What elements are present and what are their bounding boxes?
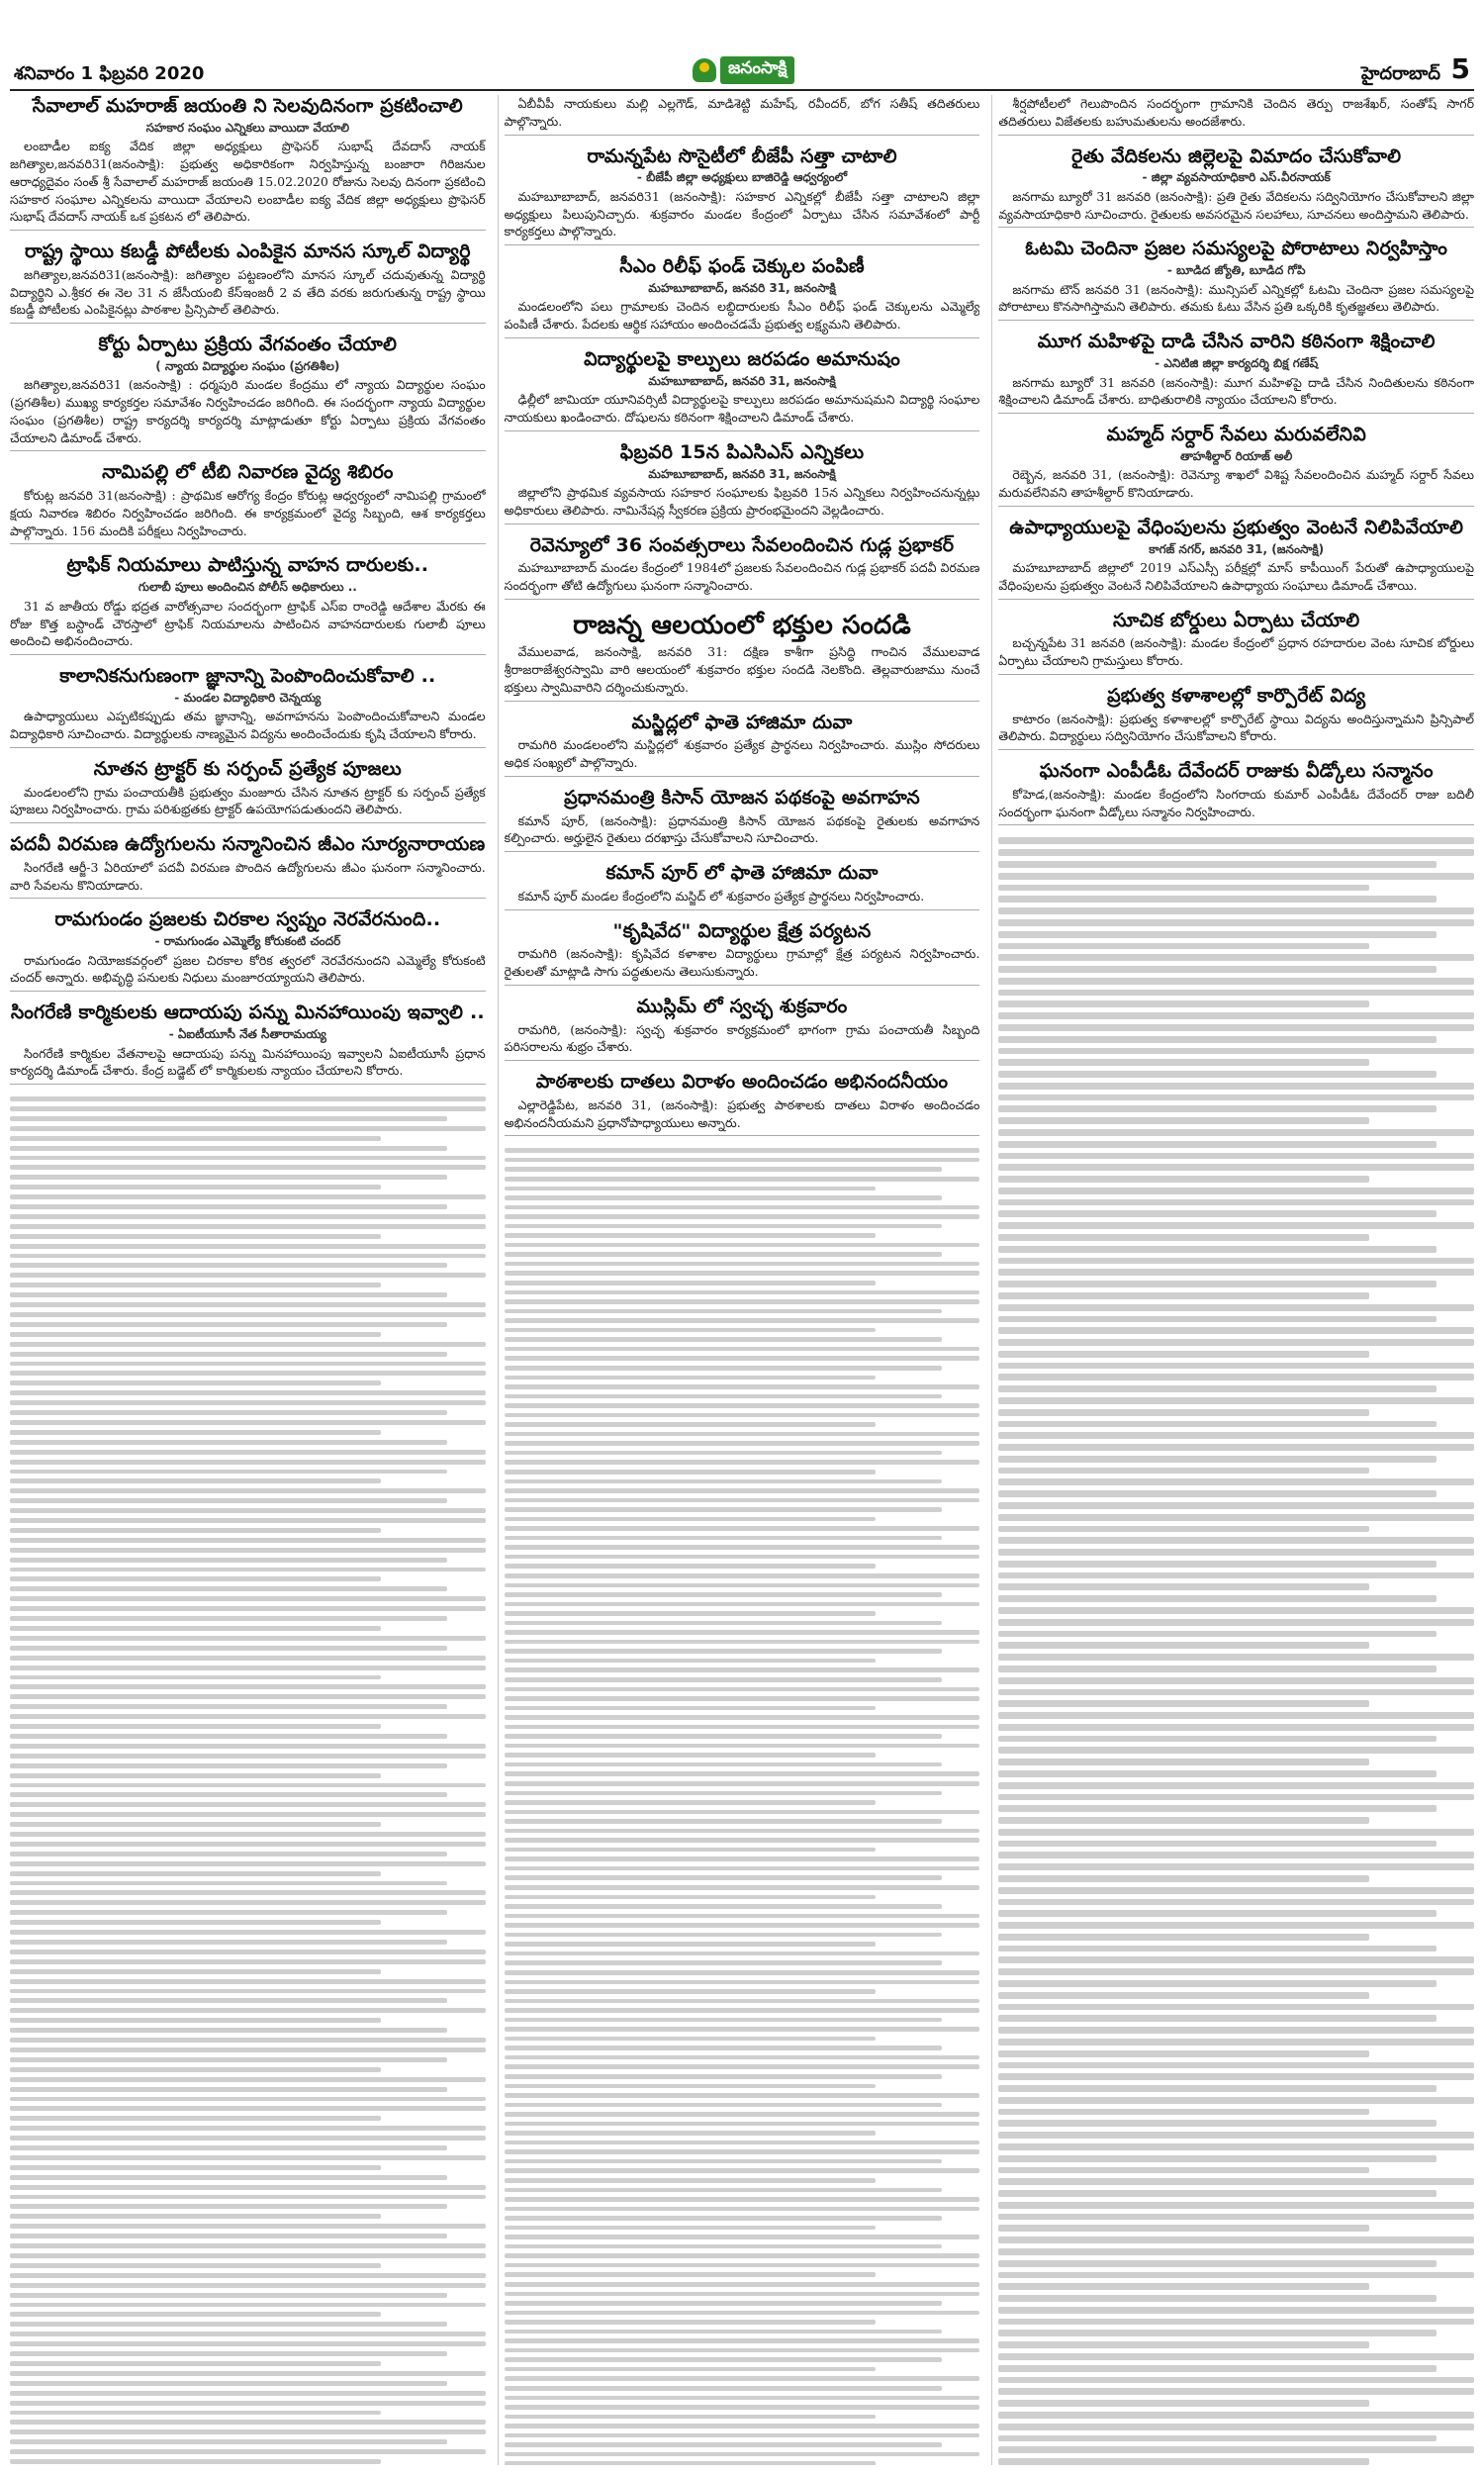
article-byline: - రామగుండం ఎమ్మెల్యే కోరుకంటి చందర్	[154, 934, 341, 949]
article-divider	[10, 747, 486, 748]
article-byline: - బీజేపీ జిల్లా అధ్యక్షులు బాజిరెడ్డి ఆధ్వర్యంలో	[636, 170, 848, 185]
column-text-continuation	[505, 1146, 980, 2465]
article-body: రామగుండం నియోజకవర్గంలో ప్రజల చిరకాల కోరిక త్వరలో నెరవేరనుందని ఎమ్మెల్యే కోరుకంటి చందర్ అన్నారు. అభివృద్ధి పనులకు నిధులు మంజూరయ్యాయని తెలిపారు.	[10, 952, 486, 986]
article-headline: సూచిక బోర్డులు ఏర్పాటు చేయాలి	[1113, 609, 1360, 631]
article-divider	[998, 749, 1474, 750]
news-article	[10, 1001, 486, 1087]
article-headline: రైతు వేదికలను జిల్లెలపై విమాదం చేసుకోవాలి	[1071, 144, 1402, 167]
news-article	[998, 760, 1474, 827]
article-body: బచ్చన్నపేట 31 జనవరి (జనంసాక్షి): మండల కేంద్రంలో ప్రధాన రహదారుల వెంట సూచిక బోర్డులు ఏర్పాటు చేయాలని గ్రామస్తులు కోరారు.	[998, 635, 1475, 669]
article-body: రామగిరి, (జనంసాక్షి): స్వచ్ఛ శుక్రవారం కార్యక్రమంలో భాగంగా గ్రామ పంచాయతీ సిబ్బంది పరిసరాలను శుభ్రం చేశారు.	[504, 1021, 980, 1055]
article-headline: పాఠశాలకు దాతలు విరాళం అందించడం అభినందనీయం	[535, 1071, 949, 1094]
news-article	[505, 145, 980, 248]
news-article	[10, 758, 486, 825]
news-article	[505, 787, 980, 854]
article-body: ఏబీవీపీ నాయకులు మల్లి ఎల్లగౌడ్, మాడిశెట్టి మహేష్, రవీందర్, బోగ సతీష్ తదితరులు పాల్గొన్నారు.	[504, 96, 980, 129]
article-headline: రామన్నపేట సొసైటీలో బీజేపీ సత్తా చాటాలి	[587, 144, 897, 167]
article-headline: సింగరేణి కార్మికులకు ఆదాయపు పన్ను మినహాయింపు ఇవ్వాలి ..	[10, 1001, 485, 1024]
article-body: జిల్లాలోని ప్రాథమిక వ్యవసాయ సహకార సంఘాలకు ఫిబ్రవరి 15న ఎన్నికలు నిర్వహించనున్నట్లు అధికారులు తెలిపారు. నామినేషన్ల స్వీకరణ ప్రక్రియ ప్రారంభమైందని వెల్లడించారు.	[504, 485, 980, 518]
article-headline: నామిపల్లి లో టీబి నివారణ వైద్య శిబిరం	[102, 461, 394, 484]
article-divider	[505, 701, 980, 702]
column-text-continuation	[10, 1095, 486, 2465]
page-number: 5	[1450, 52, 1470, 85]
article-body: మండలంలోని పలు గ్రామాలకు చెందిన లబ్ధిదారులకు సీఎం రిలీఫ్ ఫండ్ చెక్కులను ఎమ్మెల్యే పంపిణీ చేశారు. పేదలకు ఆర్థిక సహాయం అందించడమే ప్రభుత్వ లక్ష్యమని తెలిపారు.	[504, 299, 980, 333]
article-body: మహబూబాబాద్ జిల్లాలో 2019 ఎస్ఎస్సీ పరీక్షల్లో మాస్ కాపీయింగ్ పేరుతో ఉపాధ్యాయులపై వేధింపులను ప్రభుత్వం వెంటనే నిలిపివేయాలని ఉపాధ్యాయ సంఘాలు డిమాండ్ చేశాయి.	[998, 560, 1475, 593]
article-body: జగిత్యాల,జనవరి31 (జనంసాక్షి) : ధర్మపురి మండల కేంద్రము లో న్యాయ విద్యార్థుల సంఘం (ప్రగతిశీల) ముఖ్య కార్యకర్తల సమావేశం నిర్వహించడం జరిగింది. ఈ సందర్భంగా న్యాయ విద్యార్థుల సంఘం (ప్రగతిశీల) రాష్ట్ర కార్యదర్శి కార్యదర్శి మాట్లాడుతూ కోర్టు ఏర్పాటు ప్రక్రియ వేగవంతం చేయాలని డిమాండ్ చేశారు.	[10, 377, 486, 445]
article-divider	[10, 991, 486, 992]
news-article	[505, 862, 980, 912]
article-byline: సహకార సంఘం ఎన్నికలు వాయిదా వేయాలి	[145, 120, 350, 135]
article-byline: - బూడిద జ్యోతి, బూడిద గోపి	[1166, 263, 1306, 278]
news-article	[998, 685, 1474, 752]
news-article	[505, 610, 980, 704]
article-divider	[10, 654, 486, 655]
article-divider	[505, 985, 980, 986]
news-article	[505, 920, 980, 988]
article-body: 31 వ జాతీయ రోడ్డు భద్రత వారోత్సవాల సందర్భంగా ట్రాఫిక్ ఎస్ఐ రాంరెడ్డి ఆదేశాల మేరకు ఈ రోజు కొత్త బస్టాండ్ చౌరస్తాలో ట్రాఫిక్ నియమాలను పాటించిన వాహనదారులకు గులాబీ పూలు అందించి అభినందించారు.	[10, 598, 486, 649]
news-article	[998, 424, 1474, 509]
article-body: కోహెడ,(జనంసాక్షి): మండల కేంద్రంలోని సింగరాయ కుమార్ ఎంపీడీఓ దేవేందర్ రాజు బదిలీ సందర్భంగా ఘనంగా వీడ్కోలు సన్మానం నిర్వహించారు.	[998, 786, 1475, 819]
article-divider	[10, 1084, 486, 1085]
article-body: మహబూబాబాద్, జనవరి31 (జనంసాక్షి): సహకార ఎన్నికల్లో బీజేపీ సత్తా చాటాలని జిల్లా అధ్యక్షులు పిలుపునిచ్చారు. శుక్రవారం మండల కేంద్రంలో ఏర్పాటు చేసిన సమావేశంలో పార్టీ కార్యకర్తలు పాల్గొన్నారు.	[504, 188, 980, 239]
article-body: జనగామ టౌన్ జనవరి 31 (జనంసాక్షి): మున్సిపల్ ఎన్నికల్లో ఓటమి చెందినా ప్రజల సమస్యలపై పోరాటాలు కొనసాగిస్తామని తెలిపారు. తమకు ఓటు వేసిన ప్రతి ఒక్కరికి కృతజ్ఞతలు తెలిపారు.	[998, 281, 1475, 315]
article-headline: మహ్మద్ సర్దార్ సేవలు మరువలేనివి	[1106, 424, 1366, 446]
news-article	[505, 348, 980, 433]
article-divider	[998, 824, 1474, 825]
article-byline: - మండల విద్యాధికారి చెన్నయ్య	[174, 690, 322, 705]
article-headline: రాష్ట్ర స్థాయి కబడ్డీ పోటీలకు ఎంపికైన మానస స్కూల్ విద్యార్థి	[24, 240, 471, 263]
article-body: మండలంలోని గ్రామ పంచాయతీకి ప్రభుత్వం మంజూరు చేసిన నూతన ట్రాక్టర్ కు సర్పంచ్ ప్రత్యేక పూజలు నిర్వహించారు. గ్రామ పరిశుభ్రతకు ట్రాక్టర్ ఉపయోగపడుతుందని తెలిపారు.	[10, 784, 486, 817]
article-byline: - జిల్లా వ్యవసాయాధికారి ఎస్.వీరనాయక్	[1142, 170, 1331, 185]
article-body: జనగామ బ్యూరో 31 జనవరి (జనంసాక్షి): మూగ మహిళపై దాడి చేసిన నిందితులను కఠినంగా శిక్షించాలని డిమాండ్ చేశారు. బాధితురాలికి న్యాయం చేయాలని కోరారు.	[998, 374, 1475, 408]
article-divider	[998, 674, 1474, 675]
news-article	[998, 95, 1474, 138]
news-article	[10, 461, 486, 546]
article-divider	[998, 506, 1474, 507]
news-article	[10, 95, 486, 233]
article-body: వేములవాడ, జనంసాక్షి, జనవరి 31: దక్షిణ కాశీగా ప్రసిద్ధి గాంచిన వేములవాడ శ్రీరాజరాజేశ్వరస్వామి వారి ఆలయంలో శుక్రవారం భక్తుల సందడి నెలకొంది. తెల్లవారుజాము నుంచే భక్తులు స్వామివారిని దర్శించుకున్నారు.	[504, 644, 980, 695]
article-headline: రెవెన్యూలో 36 సంవత్సరాలు సేవలందించిన గుడ్ల ప్రభాకర్	[529, 533, 955, 556]
article-byline: మహబూబాబాద్, జనవరి 31, జనంసాక్షి	[648, 466, 836, 481]
article-headline: ముస్లిమ్ లో స్వచ్ఛ శుక్రవారం	[636, 995, 848, 1017]
article-divider	[505, 909, 980, 910]
article-divider	[10, 323, 486, 324]
article-headline: ఓటమి చెందినా ప్రజల సమస్యలపై పోరాటాలు నిర్వహిస్తాం	[1025, 238, 1448, 260]
article-divider	[505, 851, 980, 852]
news-article	[10, 665, 486, 750]
article-headline: మూగ మహిళపై దాడి చేసిన వారిని కఠినంగా శిక్షించాలి	[1037, 331, 1436, 353]
article-grid	[10, 95, 1474, 2465]
article-body: ఢిల్లీలో జామియా యూనివర్సిటీ విద్యార్థులపై కాల్పులు జరపడం అమానుషమని విద్యార్థి సంఘాల నాయకులు ఖండించారు. దోషులను కఠినంగా శిక్షించాలని డిమాండ్ చేశారు.	[504, 392, 980, 426]
news-article	[505, 255, 980, 340]
article-body: కమాన్ పూర్ మండల కేంద్రంలోని మస్జిద్ లో శుక్రవారం ప్రత్యేక ప్రార్థనలు నిర్వహించారు.	[517, 888, 925, 904]
article-headline: సేవాలాల్ మహరాజ్ జయంతి ని సెలవుదినంగా ప్రకటించాలి	[32, 95, 463, 117]
article-headline: రాజన్న ఆలయంలో భక్తుల సందడి	[573, 610, 911, 640]
news-article	[10, 833, 486, 901]
article-headline: కాలానికనుగుణంగా జ్ఞానాన్ని పెంపొందించుకోవాలి ..	[59, 665, 436, 688]
article-headline: ఘనంగా ఎంపీడీఓ దేవేందర్ రాజుకు వీడ్కోలు సన్మానం	[1039, 760, 1434, 783]
article-headline: సీఎం రిలీఫ్ ఫండ్ చెక్కుల పంపిణీ	[619, 255, 865, 278]
issue-date: శనివారం 1 ఫిబ్రవరి 2020	[14, 63, 205, 84]
article-byline: గులాబీ పూలు అందించిన పోలీస్ అధికారులు ..	[138, 580, 357, 595]
article-headline: కమాన్ పూర్ లో ఫాతె హాజిమా దువా	[605, 862, 879, 885]
article-body: కోరుట్ల జనవరి 31(జనంసాక్షి) : ప్రాథమిక ఆరోగ్య కేంద్రం కోరుట్ల ఆధ్వర్యంలో నామిపల్లి గ్రామంలో క్షయ నివారణ శిబిరం నిర్వహించడం జరిగింది. ఈ కార్యక్రమంలో వైద్య సిబ్బంది, ఆశ కార్యకర్తలు పాల్గొన్నారు. 156 మందికి పరీక్షలు నిర్వహించారు.	[10, 488, 486, 538]
logo-text: జనంసాక్షి	[720, 56, 794, 84]
news-column	[498, 95, 980, 2465]
article-divider	[505, 1135, 980, 1136]
article-divider	[505, 430, 980, 431]
logo-icon	[693, 58, 716, 82]
article-byline: - ఎనిటిజి జిల్లా కార్యదర్శి బిక్ష గణేష్	[1155, 355, 1319, 370]
article-body: కమాన్ పూర్, (జనంసాక్షి): ప్రధానమంత్రి కిసాన్ యోజన పథకంపై రైతులకు అవగాహన కల్పించారు. అర్హులైన రైతులు దరఖాస్తు చేసుకోవాలని సూచించారు.	[504, 812, 980, 846]
article-headline: "కృషివేద" విద్యార్థుల క్షేత్ర పర్యటన	[612, 919, 872, 942]
article-headline: ట్రాఫిక్ నియమాలు పాటిస్తున్న వాహన దారులకు..	[66, 554, 429, 577]
article-divider	[10, 822, 486, 823]
article-headline: మస్జిద్లలో ఫాతె హాజిమా దువా	[631, 711, 853, 733]
article-body: రామగిరి (జనంసాక్షి): కృషివేద కళాశాల విద్యార్థులు గ్రామాల్లో క్షేత్ర పర్యటన నిర్వహించారు. రైతులతో మాట్లాడి సాగు పద్ధతులను తెలుసుకున్నారు.	[504, 946, 980, 980]
masthead	[0, 0, 1484, 85]
news-article	[998, 610, 1474, 677]
article-body: కాటారం (జనంసాక్షి): ప్రభుత్వ కళాశాలల్లో కార్పొరేట్ స్థాయి విద్యను అందిస్తున్నామని ప్రిన్సిపాల్ తెలిపారు. విద్యార్థులు సద్వినియోగం చేసుకోవాలని కోరారు.	[998, 711, 1475, 744]
article-divider	[10, 230, 486, 231]
article-byline: ( న్యాయ విద్యార్థుల సంఘం (ప్రగతిశీల)	[155, 358, 340, 373]
article-body: రెబ్బెన, జనవరి 31, (జనంసాక్షి): రెవెన్యూ శాఖలో విశిష్ట సేవలందించిన మహ్మద్ సర్దార్ సేవలు మరువలేనివని తాహశీల్దార్ కొనియాడారు.	[998, 467, 1475, 501]
article-divider	[10, 898, 486, 899]
news-article	[505, 534, 980, 602]
article-headline: నూతన ట్రాక్టర్ కు సర్పంచ్ ప్రత్యేక పూజలు	[93, 757, 402, 780]
column-text-continuation	[998, 835, 1474, 2465]
article-divider	[505, 244, 980, 245]
article-divider	[998, 320, 1474, 321]
article-headline: పదవీ విరమణ ఉద్యోగులను సన్మానించిన జీఎం సూర్యనారాయణ	[10, 833, 486, 856]
article-byline: - ఏఐటీయూసీ నేత సీతారామయ్య	[168, 1026, 326, 1041]
article-body: ఉపాధ్యాయులు ఎప్పటికప్పుడు తమ జ్ఞానాన్ని, అవగాహనను పెంపొందించుకోవాలని మండల విద్యాధికారి సూచించారు. విద్యార్థులకు నాణ్యమైన విద్యను అందించేందుకు కృషి చేయాలని కోరారు.	[10, 709, 486, 742]
news-article	[10, 240, 486, 326]
article-byline: మహబూబాబాద్, జనవరి 31, జనంసాక్షి	[648, 373, 836, 388]
edition-city: హైదరాబాద్	[1360, 63, 1440, 84]
masthead-divider	[10, 89, 1474, 91]
article-byline: కాగజ్ నగర్, జనవరి 31, (జనంసాక్షి)	[1149, 541, 1325, 556]
article-byline: తాహశీల్దార్ రియాజ్ అలీ	[1180, 448, 1293, 463]
article-headline: కోర్టు ఏర్పాటు ప్రక్రియ వేగవంతం చేయాలి	[98, 333, 398, 356]
news-column	[10, 95, 486, 2465]
article-divider	[505, 1060, 980, 1061]
article-body: లంబాడీల ఐక్య వేదిక జిల్లా అధ్యక్షులు ప్రొఫెసర్ సుభాష్ దేవదాస్ నాయక్ జగిత్యాల,జనవరి31(జనంసాక్షి): ప్రభుత్వ అధికారికంగా నిర్వహిస్తున్న బంజారా గిరిజనుల ఆరాధ్యదైవం సంత్ శ్రీ సేవాలాల్ మహరాజ్ జయంతి 15.02.2020 రోజును సెలవు దినంగా ప్రకటించి సహకార సంఘాల ఎన్నికలను వాయిదా వేయాలని లంబాడీల ఐక్య వేదిక జిల్లా అధ్యక్షులు ప్రొఫెసర్ సుభాష్ దేవదాస్ నాయక్ ఒక ప్రకటన లో తెలిపారు.	[10, 139, 486, 225]
article-divider	[998, 135, 1474, 136]
article-divider	[505, 776, 980, 777]
article-body: సింగరేణి కార్మికుల వేతనాలపై ఆదాయపు పన్ను మినహాయింపు ఇవ్వాలని ఏఐటీయూసీ ప్రధాన కార్యదర్శి డిమాండ్ చేశారు. కేంద్ర బడ్జెట్ లో కార్మికులకు న్యాయం చేయాలని కోరారు.	[10, 1045, 486, 1079]
article-headline: ఫిబ్రవరి 15న పిఎసిఎస్ ఎన్నికలు	[619, 440, 865, 463]
news-article	[505, 712, 980, 779]
article-divider	[10, 450, 486, 451]
news-column	[991, 95, 1474, 2465]
news-article	[998, 145, 1474, 231]
news-article	[998, 517, 1474, 602]
article-body: సింగరేణి ఆర్జీ-3 ఏరియాలో పదవీ విరమణ పొందిన ఉద్యోగులను జీఎం ఘనంగా సన్మానించారు. వారి సేవలను కొనియాడారు.	[10, 859, 486, 893]
news-article	[998, 238, 1474, 323]
news-article	[998, 331, 1474, 416]
article-divider	[505, 337, 980, 338]
article-divider	[505, 599, 980, 600]
article-divider	[998, 227, 1474, 228]
news-article	[505, 996, 980, 1063]
article-divider	[10, 543, 486, 544]
article-body: శీర్షపోటీలలో గెలుపొందిన సందర్భంగా గ్రామానికి చెందిన తెర్పు రాజశేఖర్, సంతోష్ సాగర్ తదితరులు విజేతలకు బహుమతులను అందజేశారు.	[998, 96, 1475, 129]
article-headline: రామగుండం ప్రజలకు చిరకాల స్వప్నం నెరవేరనుంది..	[54, 908, 441, 931]
newspaper-logo	[693, 55, 794, 85]
news-article	[505, 1071, 980, 1138]
article-body: రామగిరి మండలంలోని మస్జిద్లలో శుక్రవారం ప్రత్యేక ప్రార్థనలు నిర్వహించారు. ముస్లిం సోదరులు అధిక సంఖ్యలో పాల్గొన్నారు.	[504, 737, 980, 771]
article-body: జగిత్యాల,జనవరి31(జనంసాక్షి): జగిత్యాల పట్టణంలోని మానస స్కూల్ చదువుతున్న విద్యార్థి విద్యార్థిని ఎ.శ్రీకర ఈ నెల 31 న జేసీయంబి కేస్ఇంజరీ 2 వ తేది వరకు జరుగుతున్న రాష్ట్ర స్థాయి కబడ్డీ పోటీలకు ఎంపికైనట్లు పాఠశాల ప్రిన్సిపాల్ తెలిపారు.	[10, 266, 486, 318]
news-article	[10, 333, 486, 453]
article-headline: ప్రభుత్వ కళాశాలల్లో కార్పొరేట్ విద్య	[1107, 684, 1366, 707]
article-headline: ఉపాధ్యాయులపై వేధింపులను ప్రభుత్వం వెంటనే నిలిపివేయాలి	[1009, 516, 1464, 538]
article-divider	[998, 599, 1474, 600]
article-headline: విద్యార్థులపై కాల్పులు జరపడం అమానుషం	[584, 347, 900, 370]
article-headline: ప్రధానమంత్రి కిసాన్ యోజన పథకంపై అవగాహన	[564, 786, 920, 809]
news-article	[10, 908, 486, 994]
article-body: జనగామ బ్యూరో 31 జనవరి (జనంసాక్షి): ప్రతి రైతు వేదికలను సద్వినియోగం చేసుకోవాలని జిల్లా వ్యవసాయాధికారి సూచించారు. రైతులకు అవసరమైన సలహాలు, సూచనలు అందిస్తామని తెలిపారు.	[998, 188, 1475, 222]
news-article	[505, 441, 980, 526]
article-body: ఎల్లారెడ్డిపేట, జనవరి 31, (జనంసాక్షి): ప్రభుత్వ పాఠశాలకు దాతలు విరాళం అందించడం అభినందనీయమని ప్రధానోపాధ్యాయులు అన్నారు.	[504, 1096, 980, 1130]
article-body: మహబూబాబాద్ మండల కేంద్రంలో 1984లో ప్రజలకు సేవలందించిన గుడ్ల ప్రభాకర్ పదవీ విరమణ సందర్భంగా తోటి ఉద్యోగులు ఘనంగా సన్మానించారు.	[504, 560, 980, 594]
article-divider	[505, 135, 980, 136]
news-article	[505, 95, 980, 138]
article-divider	[998, 413, 1474, 414]
news-article	[10, 554, 486, 657]
article-byline: మహబూబాబాద్, జనవరి 31, జనంసాక్షి	[648, 280, 836, 295]
